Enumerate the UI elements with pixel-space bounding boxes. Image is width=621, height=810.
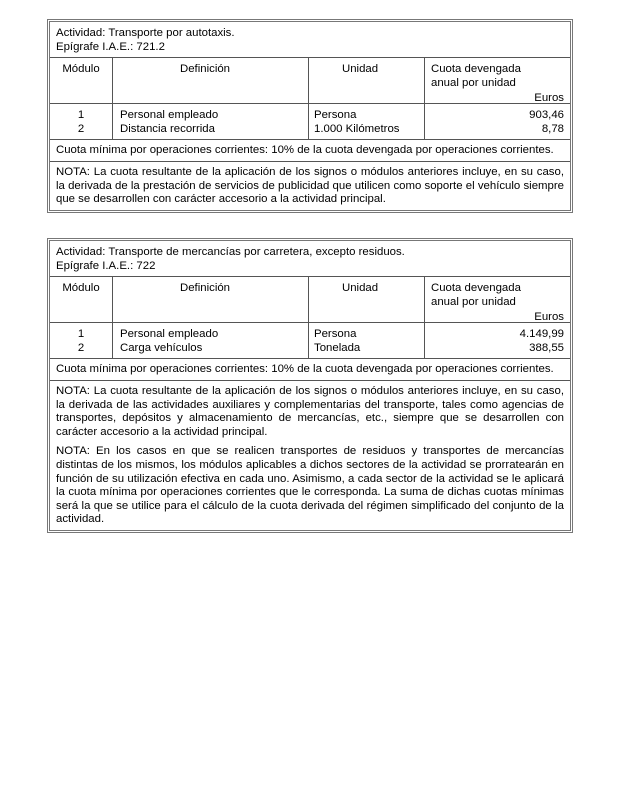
- col-modulo: Módulo: [50, 277, 113, 322]
- table-row-definicion: Carga vehículos: [120, 341, 203, 354]
- cuota-minima: Cuota mínima por operaciones corrientes: 10% de la cuota devengada por operaciones corrientes.: [50, 359, 570, 381]
- table-row-modulo: 2: [77, 341, 85, 354]
- cuota-minima: Cuota mínima por operaciones corrientes: 10% de la cuota devengada por operaciones corrientes.: [50, 140, 570, 162]
- euros-label: Euros: [534, 311, 564, 324]
- table-row-definicion: Personal empleado: [120, 328, 219, 341]
- table-row-modulo: 1: [77, 328, 85, 341]
- table-row-modulo: 1: [77, 109, 85, 122]
- table-row-modulo: 2: [77, 122, 85, 135]
- cuota-line2: anual por unidad: [431, 295, 516, 308]
- table-row-cuota: 4.149,99: [519, 328, 564, 341]
- table-row-definicion: Personal empleado: [120, 109, 219, 122]
- nota-block: [50, 162, 570, 210]
- nota-block: [50, 381, 570, 530]
- col-unidad: Unidad: [309, 58, 425, 103]
- table-row-cuota: 388,55: [529, 341, 564, 354]
- table-row-unidad: Persona: [314, 109, 357, 122]
- table-mercancias: [47, 238, 573, 533]
- col-unidad: Unidad: [309, 277, 425, 322]
- actividad-label: Actividad: Transporte de mercancías por carretera, excepto residuos.: [56, 246, 405, 258]
- table-autotaxis: [47, 19, 573, 213]
- epigrafe-label: Epígrafe I.A.E.: 721.2: [56, 40, 165, 53]
- data-rows: [50, 104, 570, 140]
- cuota-line1: Cuota devengada: [431, 63, 521, 76]
- table-row-definicion: Distancia recorrida: [120, 122, 215, 135]
- table-row-unidad: Tonelada: [314, 341, 361, 354]
- nota-text: NOTA: En los casos en que se realicen transportes de residuos y transportes de mercancías distintas de los mismos, los módulos aplicables a dichos sectores de la actividad se prorratearán en función de su utilización efectiva en cada uno. Asimismo, a cada sector de la actividad se le aplicará la cuota mínima por operaciones corrientes que le corresponda. La suma de dichas cuotas mínimas será la que se utilice para el cálculo de la cuota derivada del régimen simplificado del conjunto de la actividad.: [56, 445, 564, 526]
- table-row-unidad: Persona: [314, 328, 357, 341]
- column-headers: [50, 277, 570, 323]
- cuota-line2: anual por unidad: [431, 76, 516, 89]
- nota-text: NOTA: La cuota resultante de la aplicación de los signos o módulos anteriores incluye, en su caso, la derivada de la prestación de servicios de publicidad que utilicen como soporte el vehículo siempre que se desarrollen con carácter accesorio a la actividad principal.: [56, 165, 564, 206]
- col-modulo: Módulo: [50, 58, 113, 103]
- nota-text: NOTA: La cuota resultante de la aplicación de los signos o módulos anteriores incluye, en su caso, la derivada de las actividades auxiliares y complementarias del transporte, tales como agencias de transportes, depósitos y almacenamiento de mercancías, etc., siempre que se desarrollen con carácter accesorio a la actividad principal.: [56, 384, 564, 438]
- table-row-cuota: 8,78: [541, 122, 564, 135]
- table-row-cuota: 903,46: [529, 109, 564, 122]
- actividad-label: Actividad: Transporte por autotaxis.: [56, 27, 235, 39]
- col-cuota: [425, 58, 570, 103]
- table-header: [50, 22, 570, 58]
- col-definicion: Definición: [113, 58, 309, 103]
- data-rows: [50, 323, 570, 359]
- euros-label: Euros: [534, 92, 564, 105]
- col-cuota: [425, 277, 570, 322]
- cuota-line1: Cuota devengada: [431, 282, 521, 295]
- column-headers: [50, 58, 570, 104]
- col-definicion: Definición: [113, 277, 309, 322]
- epigrafe-label: Epígrafe I.A.E.: 722: [56, 259, 156, 272]
- table-header: [50, 241, 570, 277]
- table-row-unidad: 1.000 Kilómetros: [314, 122, 400, 135]
